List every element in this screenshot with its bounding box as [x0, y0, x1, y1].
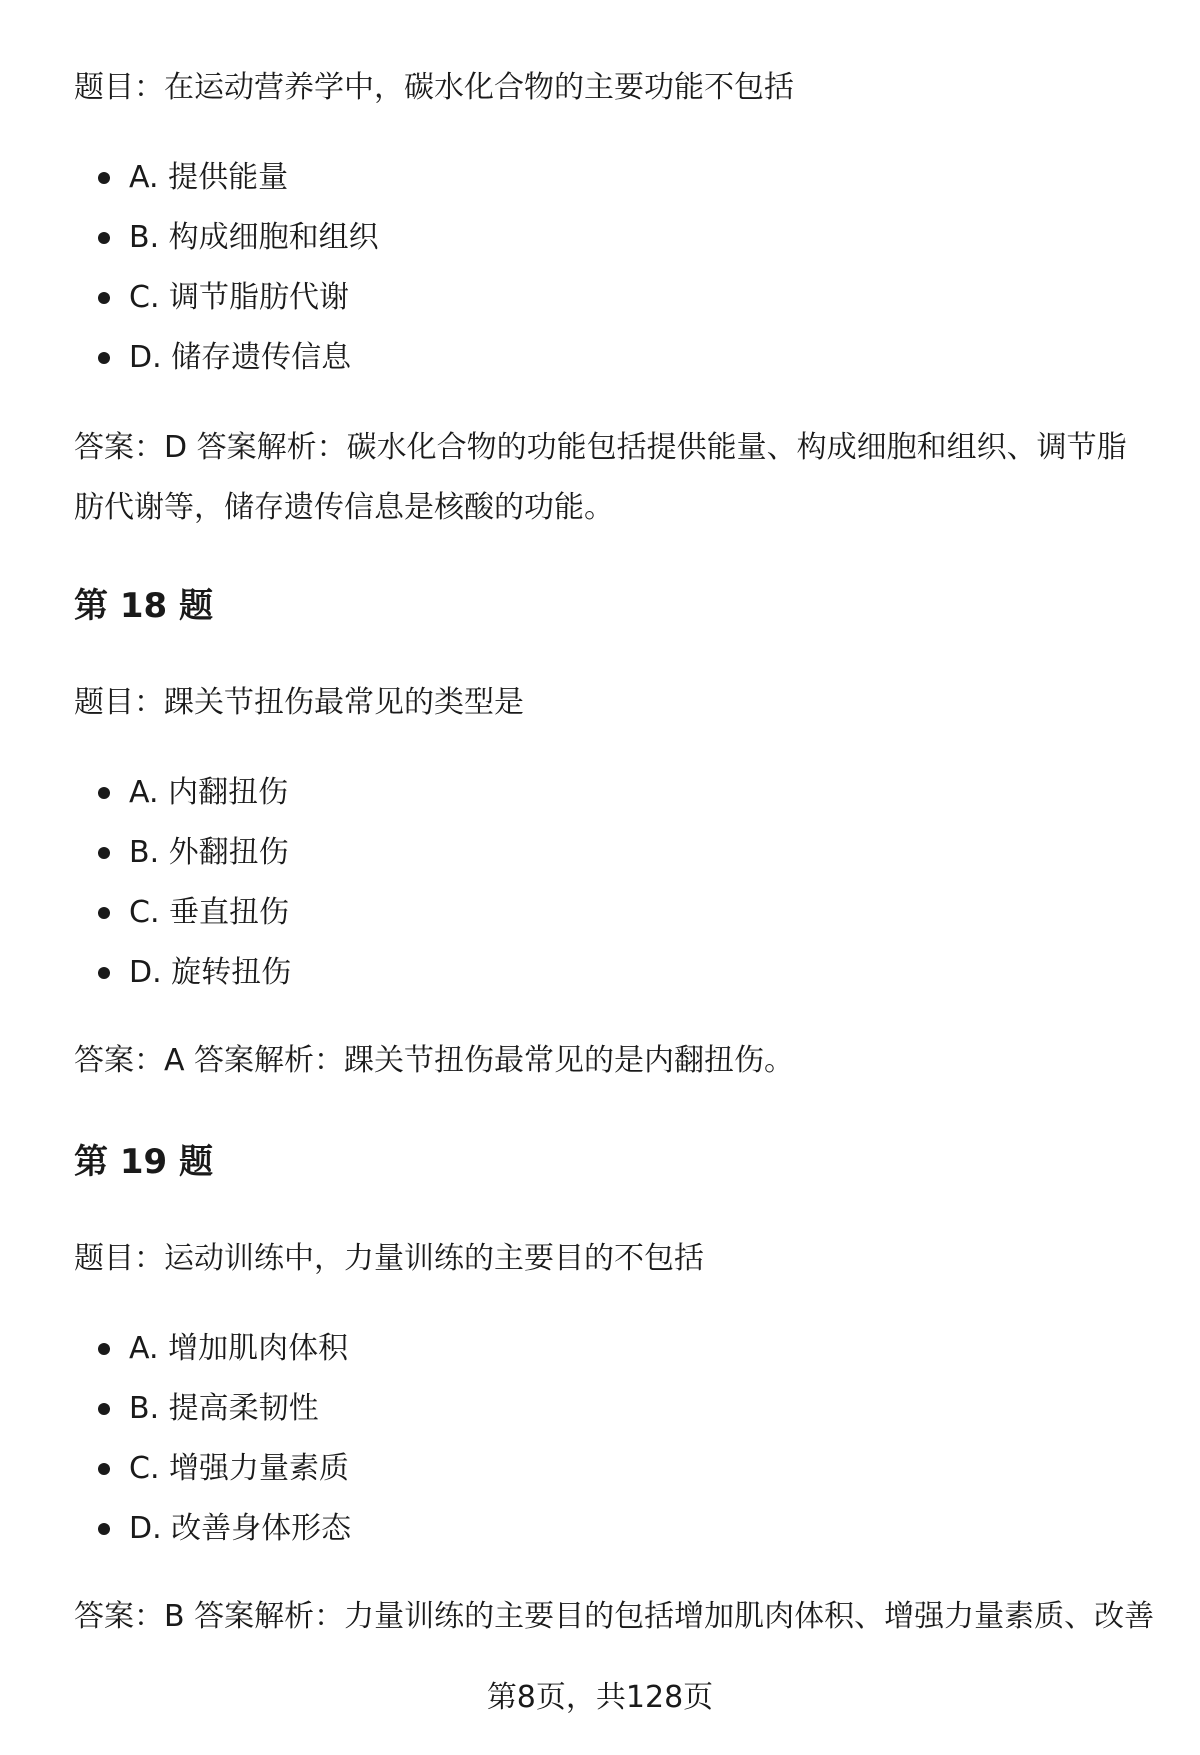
question-18-heading: 第 18 题 [74, 586, 213, 626]
question-19-options [74, 1329, 1154, 1569]
option-b: B. 外翻扭伤 [74, 833, 1154, 893]
question-18-text: 题目：踝关节扭伤最常见的类型是 [74, 685, 524, 720]
question-17-text: 题目：在运动营养学中，碳水化合物的主要功能不包括 [74, 70, 794, 105]
option-d: D. 旋转扭伤 [74, 953, 1154, 1013]
option-a: A. 提供能量 [74, 158, 1154, 218]
question-17-options [74, 158, 1154, 398]
option-c: C. 增强力量素质 [74, 1449, 1154, 1509]
question-17-answer: 答案：D 答案解析：碳水化合物的功能包括提供能量、构成细胞和组织、调节脂肪代谢等，储存遗传信息是核酸的功能。 [74, 430, 1127, 525]
option-b: B. 提高柔韧性 [74, 1389, 1154, 1449]
question-19-heading: 第 19 题 [74, 1142, 213, 1182]
question-19-text: 题目：运动训练中，力量训练的主要目的不包括 [74, 1241, 704, 1276]
option-b: B. 构成细胞和组织 [74, 218, 1154, 278]
option-c: C. 调节脂肪代谢 [74, 278, 1154, 338]
question-19-answer: 答案：B 答案解析：力量训练的主要目的包括增加肌肉体积、增强力量素质、改善 [74, 1599, 1154, 1634]
question-18-answer: 答案：A 答案解析：踝关节扭伤最常见的是内翻扭伤。 [74, 1043, 795, 1078]
question-18-options [74, 773, 1154, 1013]
option-a: A. 内翻扭伤 [74, 773, 1154, 833]
option-a: A. 增加肌肉体积 [74, 1329, 1154, 1389]
option-c: C. 垂直扭伤 [74, 893, 1154, 953]
option-d: D. 改善身体形态 [74, 1509, 1154, 1569]
page-indicator: 第8页，共128页 [486, 1680, 714, 1715]
option-d: D. 储存遗传信息 [74, 338, 1154, 398]
